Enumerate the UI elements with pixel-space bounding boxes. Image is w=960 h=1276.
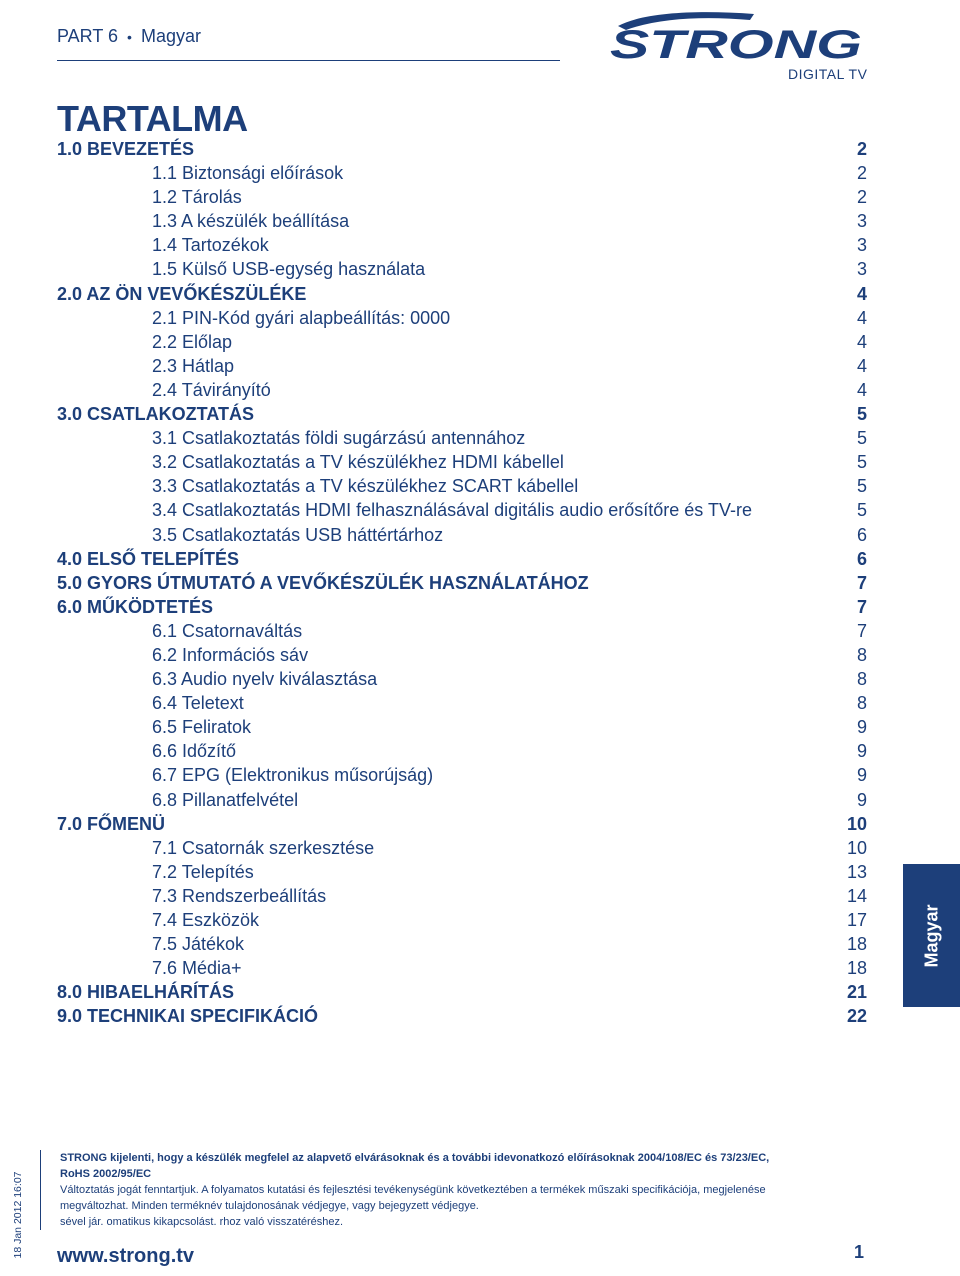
- toc-section-row[interactable]: [57, 547, 867, 571]
- footer-divider: [40, 1150, 41, 1230]
- toc-entry-label: 6.1 Csatornaváltás: [152, 620, 303, 641]
- toc-entry-page: 21: [846, 982, 867, 1003]
- toc-section-row[interactable]: [57, 282, 867, 306]
- toc-entry-label: 1.4 Tartozékok: [152, 235, 269, 256]
- toc-section-row[interactable]: [57, 595, 867, 619]
- toc-entry-label: 1.1 Biztonsági előírások: [152, 163, 344, 184]
- toc-entry-label: 3.0 CSATLAKOZTATÁS: [57, 404, 254, 425]
- part-number: PART 6: [57, 26, 119, 46]
- toc-subsection-row[interactable]: [57, 426, 867, 450]
- toc-subsection-row[interactable]: [57, 836, 867, 860]
- toc-subsection-row[interactable]: [57, 378, 867, 402]
- toc-entry-page: 9: [856, 789, 867, 810]
- toc-entry-label: 7.3 Rendszerbeállítás: [152, 885, 327, 906]
- toc-entry-page: 3: [856, 235, 867, 256]
- toc-entry-label: 1.5 Külső USB-egység használata: [152, 259, 426, 280]
- note-line-2: megváltozhat. Minden terméknév tulajdonosának védjegye, vagy bejegyzett védjegye.: [60, 1200, 479, 1212]
- toc-entry-page: 4: [856, 283, 867, 304]
- toc-subsection-row[interactable]: [57, 908, 867, 932]
- toc-entry-page: 6: [856, 548, 867, 569]
- toc-entry-page: 22: [846, 1006, 867, 1027]
- toc-entry-page: 7: [856, 572, 867, 593]
- toc-subsection-row[interactable]: [57, 233, 867, 257]
- toc-entry-page: 4: [856, 307, 867, 328]
- toc-section-row[interactable]: [57, 980, 867, 1004]
- toc-entry-label: 2.3 Hátlap: [152, 355, 235, 376]
- toc-entry-label: 2.2 Előlap: [152, 331, 233, 352]
- toc-subsection-row[interactable]: [57, 354, 867, 378]
- toc-entry-label: 7.6 Média+: [152, 958, 242, 979]
- toc-subsection-row[interactable]: [57, 257, 867, 281]
- toc-subsection-row[interactable]: [57, 619, 867, 643]
- toc-entry-label: 6.3 Audio nyelv kiválasztása: [152, 669, 378, 690]
- toc-subsection-row[interactable]: [57, 884, 867, 908]
- separator-dot: •: [127, 29, 132, 45]
- toc-entry-page: 14: [846, 885, 867, 906]
- toc-subsection-row[interactable]: [57, 956, 867, 980]
- toc-entry-label: 6.4 Teletext: [152, 693, 244, 714]
- toc-entry-page: 6: [856, 524, 867, 545]
- toc-subsection-row[interactable]: [57, 788, 867, 812]
- strong-logo: [604, 8, 866, 68]
- toc-entry-page: 5: [856, 428, 867, 449]
- page-title: TARTALMA: [57, 98, 248, 139]
- toc-section-row[interactable]: [57, 571, 867, 595]
- toc-subsection-row[interactable]: [57, 739, 867, 763]
- toc-subsection-row[interactable]: [57, 498, 867, 522]
- note-line-3: sével jár. omatikus kikapcsolást. rhoz való visszatéréshez.: [60, 1216, 344, 1228]
- language-label: Magyar: [140, 26, 201, 46]
- header-part-label: [57, 26, 201, 47]
- toc-subsection-row[interactable]: [57, 763, 867, 787]
- toc-subsection-row[interactable]: [57, 932, 867, 956]
- toc-entry-page: 10: [846, 837, 867, 858]
- language-side-tab: [903, 864, 960, 1007]
- toc-entry-label: 7.1 Csatornák szerkesztése: [152, 837, 375, 858]
- toc-entry-page: 4: [856, 355, 867, 376]
- side-tab-label: Magyar: [921, 903, 941, 968]
- table-of-contents: [57, 137, 867, 1028]
- toc-entry-label: 3.2 Csatlakoztatás a TV készülékhez HDMI kábellel: [152, 452, 564, 473]
- toc-entry-label: 8.0 HIBAELHÁRÍTÁS: [57, 982, 235, 1003]
- toc-entry-label: 1.2 Tárolás: [152, 187, 242, 208]
- toc-entry-label: 3.1 Csatlakoztatás földi sugárzású antennához: [152, 428, 526, 449]
- toc-entry-label: 3.5 Csatlakoztatás USB háttértárhoz: [152, 524, 444, 545]
- page-number: 1: [853, 1242, 864, 1262]
- toc-subsection-row[interactable]: [57, 523, 867, 547]
- toc-entry-label: 9.0 TECHNIKAI SPECIFIKÁCIÓ: [57, 1006, 319, 1027]
- date-stamp-text: 18 Jan 2012 16:07: [12, 1171, 24, 1259]
- website-link[interactable]: www.strong.tv: [57, 1245, 195, 1267]
- toc-entry-label: 4.0 ELSŐ TELEPÍTÉS: [57, 548, 240, 569]
- toc-subsection-row[interactable]: [57, 474, 867, 498]
- toc-entry-page: 18: [846, 934, 867, 955]
- toc-subsection-row[interactable]: [57, 691, 867, 715]
- toc-entry-page: 9: [856, 717, 867, 738]
- toc-entry-label: 1.3 A készülék beállítása: [152, 211, 350, 232]
- toc-entry-page: 8: [856, 669, 867, 690]
- toc-entry-label: 6.2 Információs sáv: [152, 644, 309, 665]
- toc-subsection-row[interactable]: [57, 161, 867, 185]
- toc-entry-page: 7: [856, 596, 867, 617]
- toc-entry-label: 6.7 EPG (Elektronikus műsorújság): [152, 765, 434, 786]
- declaration-line-1: STRONG kijelenti, hogy a készülék megfelel az alapvető elvárásoknak és a további idevonatkozó előírásoknak 2004/108/EC és 73/23/EC,: [60, 1152, 770, 1164]
- toc-subsection-row[interactable]: [57, 643, 867, 667]
- toc-subsection-row[interactable]: [57, 667, 867, 691]
- toc-entry-page: 3: [856, 259, 867, 280]
- toc-entry-page: 5: [856, 452, 867, 473]
- toc-entry-label: 2.0 AZ ÖN VEVŐKÉSZÜLÉKE: [57, 283, 307, 304]
- toc-subsection-row[interactable]: [57, 209, 867, 233]
- toc-subsection-row[interactable]: [57, 450, 867, 474]
- toc-subsection-row[interactable]: [57, 330, 867, 354]
- toc-subsection-row[interactable]: [57, 715, 867, 739]
- toc-entry-page: 5: [856, 404, 867, 425]
- toc-entry-page: 2: [856, 187, 867, 208]
- toc-entry-label: 6.8 Pillanatfelvétel: [152, 789, 299, 810]
- toc-entry-label: 7.0 FŐMENÜ: [57, 813, 166, 834]
- toc-entry-page: 5: [856, 500, 867, 521]
- toc-entry-page: 4: [856, 331, 867, 352]
- toc-entry-page: 8: [856, 644, 867, 665]
- toc-entry-label: 6.5 Feliratok: [152, 717, 252, 738]
- toc-entry-page: 2: [856, 139, 867, 159]
- toc-entry-page: 5: [856, 476, 867, 497]
- toc-entry-label: 6.6 Időzítő: [152, 741, 237, 762]
- toc-entry-page: 18: [846, 958, 867, 979]
- toc-subsection-row[interactable]: [57, 306, 867, 330]
- toc-subsection-row[interactable]: [57, 860, 867, 884]
- toc-entry-label: 3.4 Csatlakoztatás HDMI felhasználásával digitális audio erősítőre és TV-re: [152, 500, 752, 521]
- toc-entry-label: 7.4 Eszközök: [152, 910, 260, 930]
- toc-entry-page: 13: [846, 861, 867, 882]
- toc-entry-page: 3: [856, 211, 867, 232]
- toc-entry-label: 7.5 Játékok: [152, 934, 245, 955]
- toc-entry-page: 7: [856, 620, 867, 641]
- toc-entry-page: 4: [856, 379, 867, 400]
- header-rule: [57, 60, 560, 61]
- toc-entry-label: 5.0 GYORS ÚTMUTATÓ A VEVŐKÉSZÜLÉK HASZNÁLATÁHOZ: [57, 572, 589, 593]
- toc-section-row[interactable]: [57, 812, 867, 836]
- toc-section-row[interactable]: [57, 137, 867, 161]
- toc-entry-page: 2: [856, 163, 867, 184]
- toc-section-row[interactable]: [57, 402, 867, 426]
- toc-entry-page: 9: [856, 765, 867, 786]
- toc-entry-page: 10: [846, 813, 867, 834]
- toc-entry-page: 8: [856, 693, 867, 714]
- logo-subtitle: DIGITAL TV: [788, 66, 868, 82]
- toc-entry-label: 2.4 Távirányító: [152, 379, 271, 400]
- logo-wordmark: STRONG: [610, 23, 862, 67]
- toc-entry-page: 9: [856, 741, 867, 762]
- toc-entry-label: 3.3 Csatlakoztatás a TV készülékhez SCART kábellel: [152, 476, 579, 497]
- note-line-1: Változtatás jogát fenntartjuk. A folyamatos kutatási és fejlesztési tevékenységünk következtében a termékek műszaki specifikációja, megjelenése: [60, 1184, 766, 1196]
- footer-note: [60, 1150, 840, 1230]
- toc-entry-label: 7.2 Telepítés: [152, 861, 254, 882]
- toc-section-row[interactable]: [57, 1004, 867, 1028]
- toc-subsection-row[interactable]: [57, 185, 867, 209]
- toc-entry-label: 2.1 PIN-Kód gyári alapbeállítás: 0000: [152, 307, 451, 328]
- declaration-line-2: RoHS 2002/95/EC: [60, 1168, 152, 1180]
- toc-entry-label: 6.0 MŰKÖDTETÉS: [57, 596, 214, 617]
- toc-entry-label: 1.0 BEVEZETÉS: [57, 139, 195, 159]
- toc-entry-page: 17: [846, 910, 867, 930]
